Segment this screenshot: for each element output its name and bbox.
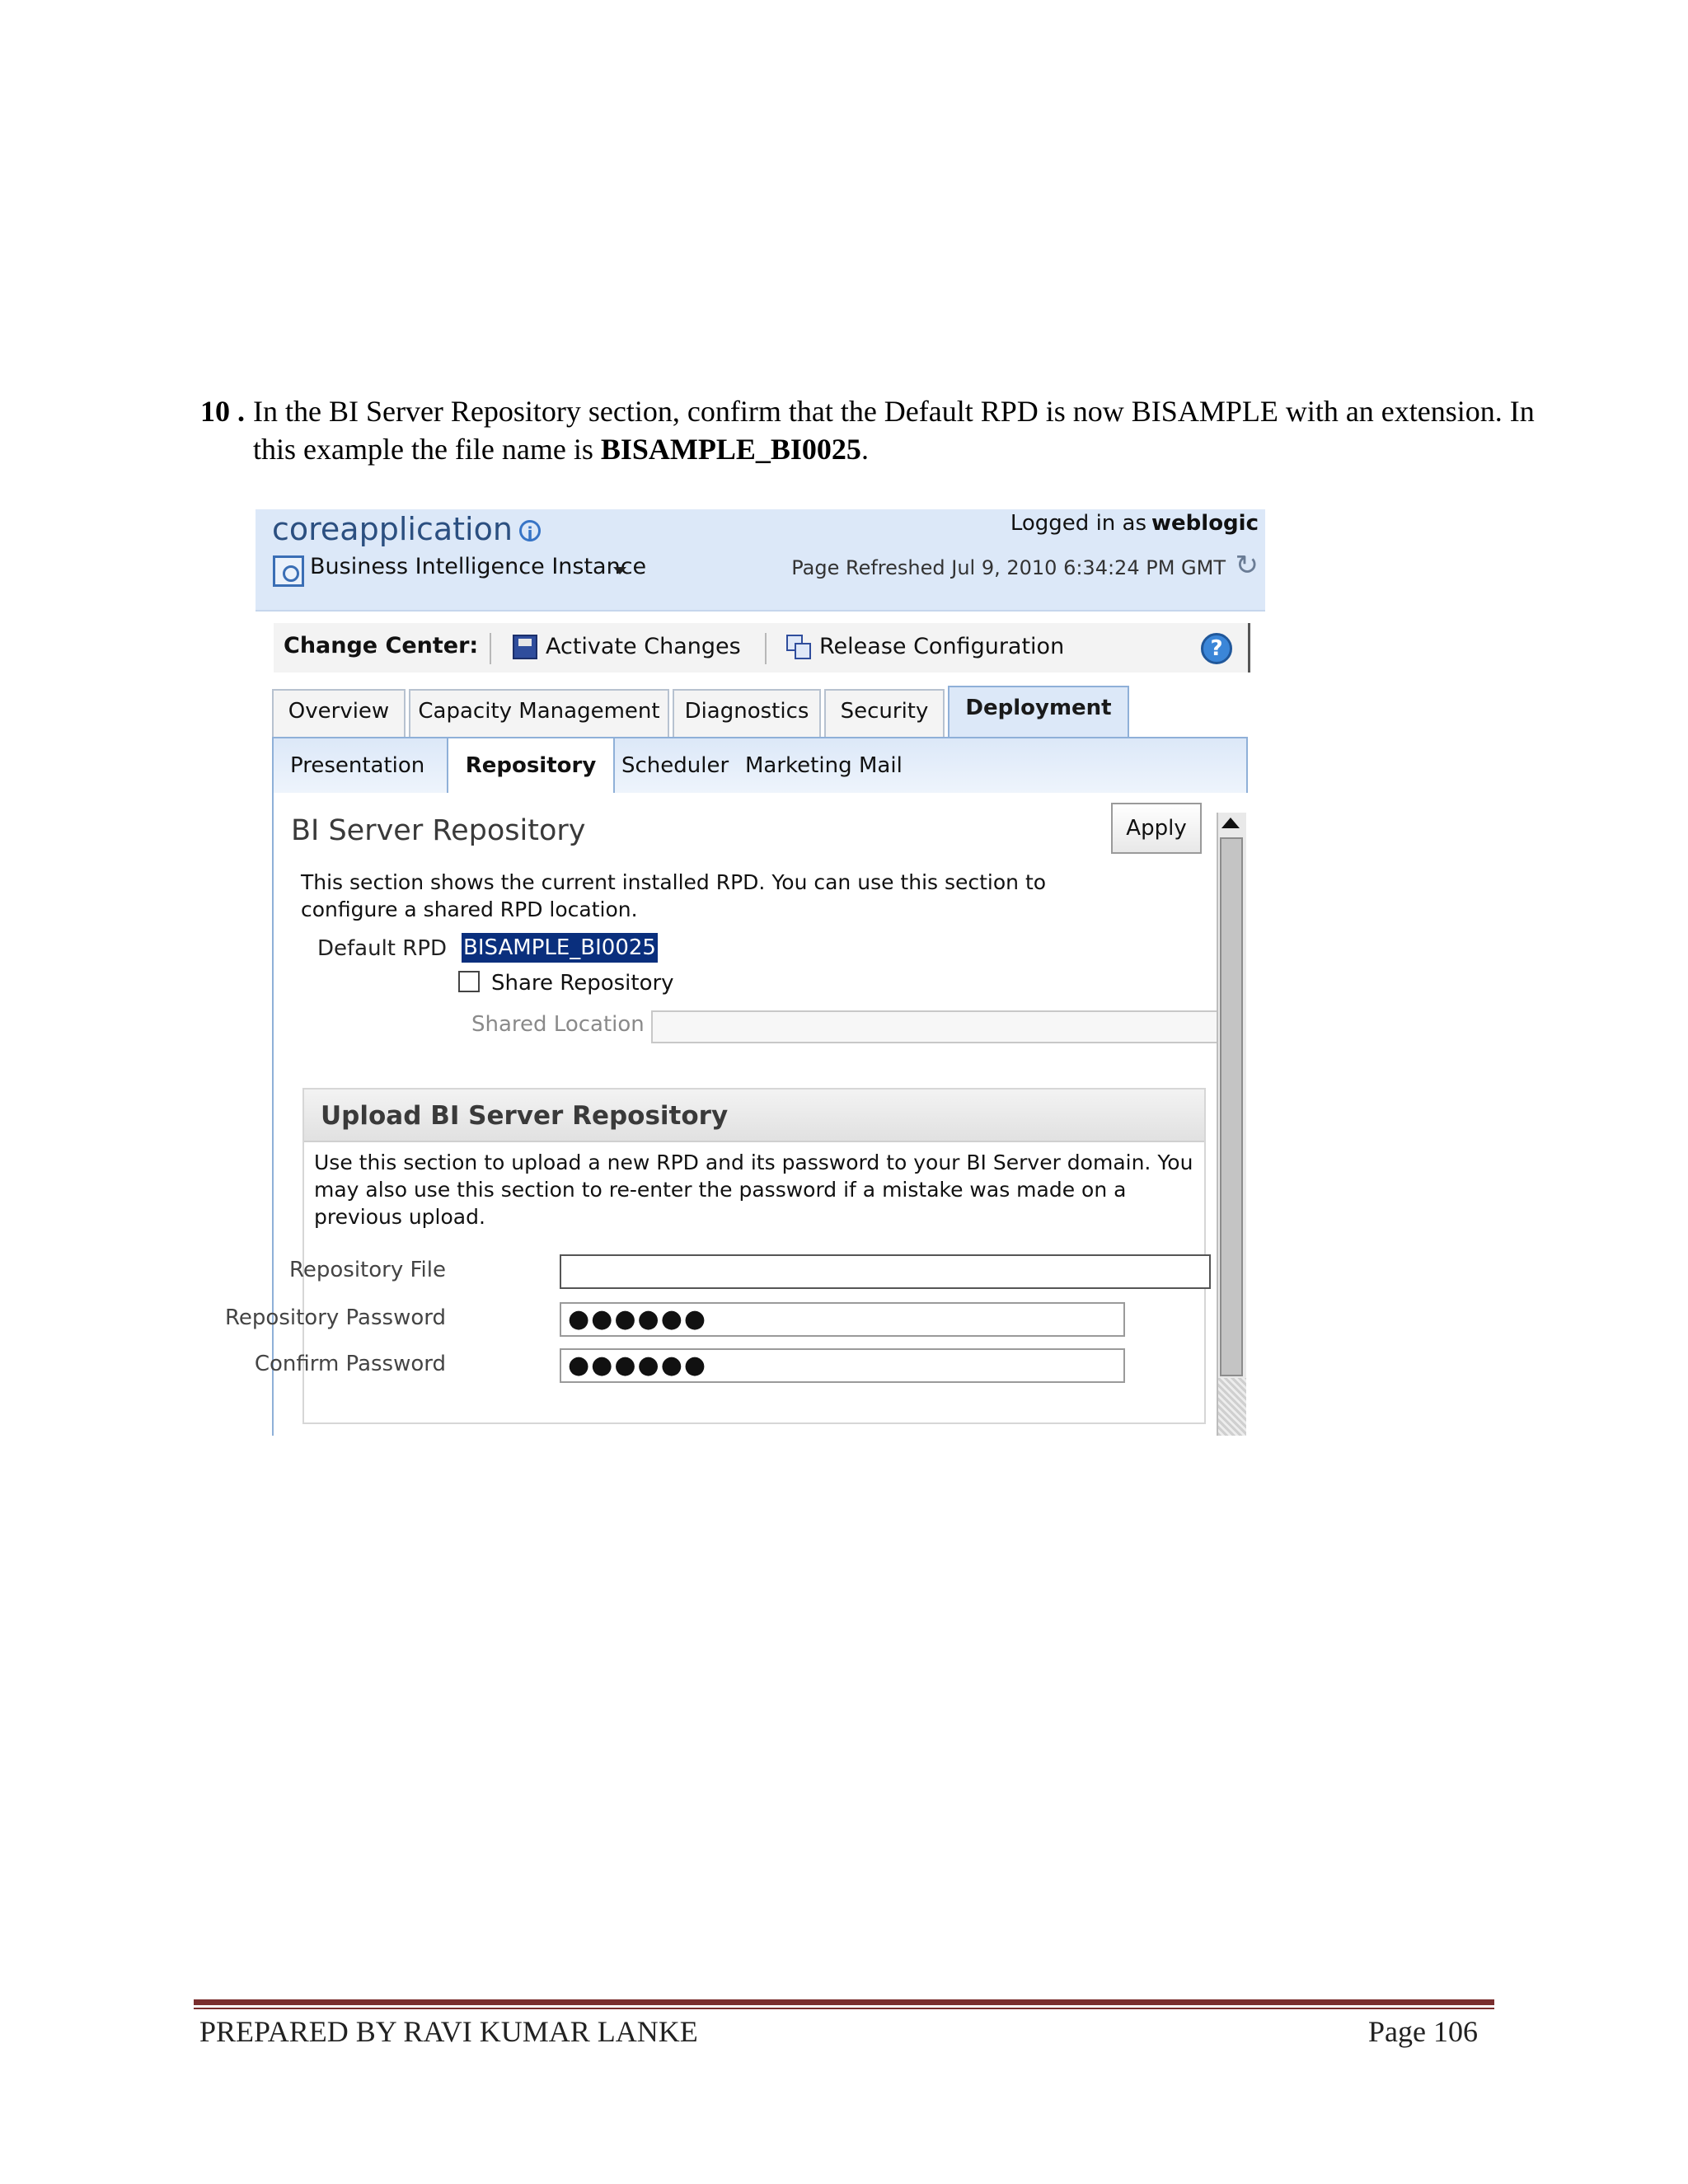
em-screenshot xyxy=(225,509,1265,1436)
app-title: coreapplication xyxy=(272,511,513,547)
default-rpd-value: BISAMPLE_BI0025 xyxy=(462,933,658,963)
footer-author: PREPARED BY RAVI KUMAR LANKE xyxy=(199,2015,698,2048)
chevron-down-icon[interactable] xyxy=(613,567,626,574)
scrollbar-track xyxy=(1218,1378,1246,1436)
page-refreshed-text: Page Refreshed Jul 9, 2010 6:34:24 PM GMT xyxy=(791,556,1226,579)
section-description: This section shows the current installed RPD. You can use this section to configure a shared RPD location. xyxy=(301,870,1047,921)
save-icon[interactable] xyxy=(513,635,537,659)
info-icon[interactable]: i xyxy=(519,520,541,541)
tab-diagnostics[interactable]: Diagnostics xyxy=(673,689,821,737)
release-icon-front xyxy=(795,643,811,659)
tab-overview[interactable]: Overview xyxy=(272,689,406,737)
step-text-before: In the BI Server Repository section, confirm that the Default RPD is now BISAMPLE with an extension. In this example the file name is xyxy=(253,395,1535,466)
upload-description: Use this section to upload a new RPD and its password to your BI Server domain. You may also use this section to re-enter the password if a mistake was made on a previous upload. xyxy=(314,1151,1193,1229)
footer-page-number: Page 106 xyxy=(1368,2015,1478,2048)
share-repository-label[interactable]: Share Repository xyxy=(491,971,674,996)
release-configuration-icon[interactable] xyxy=(786,635,813,661)
section-title: BI Server Repository xyxy=(291,814,586,847)
subtab-scheduler[interactable]: Scheduler xyxy=(621,753,729,778)
upload-section-title: Upload BI Server Repository xyxy=(321,1101,729,1131)
subtab-repository[interactable]: Repository xyxy=(447,738,615,796)
repository-password-input[interactable]: ●●●●●● xyxy=(560,1302,1125,1337)
subtab-presentation[interactable]: Presentation xyxy=(290,753,425,778)
shared-location-label: Shared Location xyxy=(471,1012,645,1037)
subtab-mail[interactable]: Mail xyxy=(859,753,903,778)
upload-section-header xyxy=(304,1090,1204,1142)
footer-rule xyxy=(194,1999,1494,2005)
repository-file-input[interactable] xyxy=(560,1254,1211,1289)
main-tabs xyxy=(272,686,1253,737)
step-number: 10 . xyxy=(200,395,245,428)
help-icon[interactable]: ? xyxy=(1201,633,1232,664)
page-header xyxy=(256,509,1265,612)
bi-instance-menu[interactable]: Business Intelligence Instance xyxy=(310,554,647,579)
scroll-up-arrow-icon[interactable] xyxy=(1221,818,1240,828)
vertical-scrollbar[interactable] xyxy=(1217,813,1246,1436)
confirm-password-input[interactable]: ●●●●●● xyxy=(560,1348,1125,1383)
logged-in-info xyxy=(1010,511,1259,536)
upload-repository-section xyxy=(225,1088,1206,1424)
subtab-marketing[interactable]: Marketing xyxy=(745,753,852,778)
apply-button[interactable]: Apply xyxy=(1111,803,1202,854)
repository-panel xyxy=(225,793,1248,1436)
refresh-icon[interactable]: ↻ xyxy=(1235,549,1259,582)
step-text xyxy=(253,392,1539,468)
activate-changes-link[interactable]: Activate Changes xyxy=(546,634,741,659)
logged-in-prefix: Logged in as xyxy=(1010,511,1147,536)
change-center-bar xyxy=(274,623,1250,673)
separator xyxy=(490,633,491,664)
default-rpd-label: Default RPD xyxy=(317,936,448,961)
share-repository-checkbox[interactable] xyxy=(458,971,480,992)
step-filename: BISAMPLE_BI0025 xyxy=(600,433,861,466)
repository-password-label: Repository Password xyxy=(225,1305,446,1330)
separator xyxy=(765,633,767,664)
repository-file-label: Repository File xyxy=(288,1258,446,1282)
shared-location-input[interactable] xyxy=(651,1010,1228,1043)
step-text-after: . xyxy=(860,433,869,466)
scrollbar-thumb[interactable] xyxy=(1220,837,1243,1376)
tab-deployment[interactable]: Deployment xyxy=(948,686,1129,737)
sub-tabs xyxy=(272,737,1248,793)
confirm-password-label: Confirm Password xyxy=(254,1352,446,1376)
logged-in-user: weblogic xyxy=(1151,511,1259,536)
release-configuration-link[interactable]: Release Configuration xyxy=(819,634,1065,659)
change-center-label: Change Center: xyxy=(284,633,479,658)
tab-capacity-management[interactable]: Capacity Management xyxy=(409,689,669,737)
footer-rule-thin xyxy=(194,2008,1494,2009)
tab-security[interactable]: Security xyxy=(824,689,945,737)
bi-instance-icon xyxy=(273,555,304,587)
